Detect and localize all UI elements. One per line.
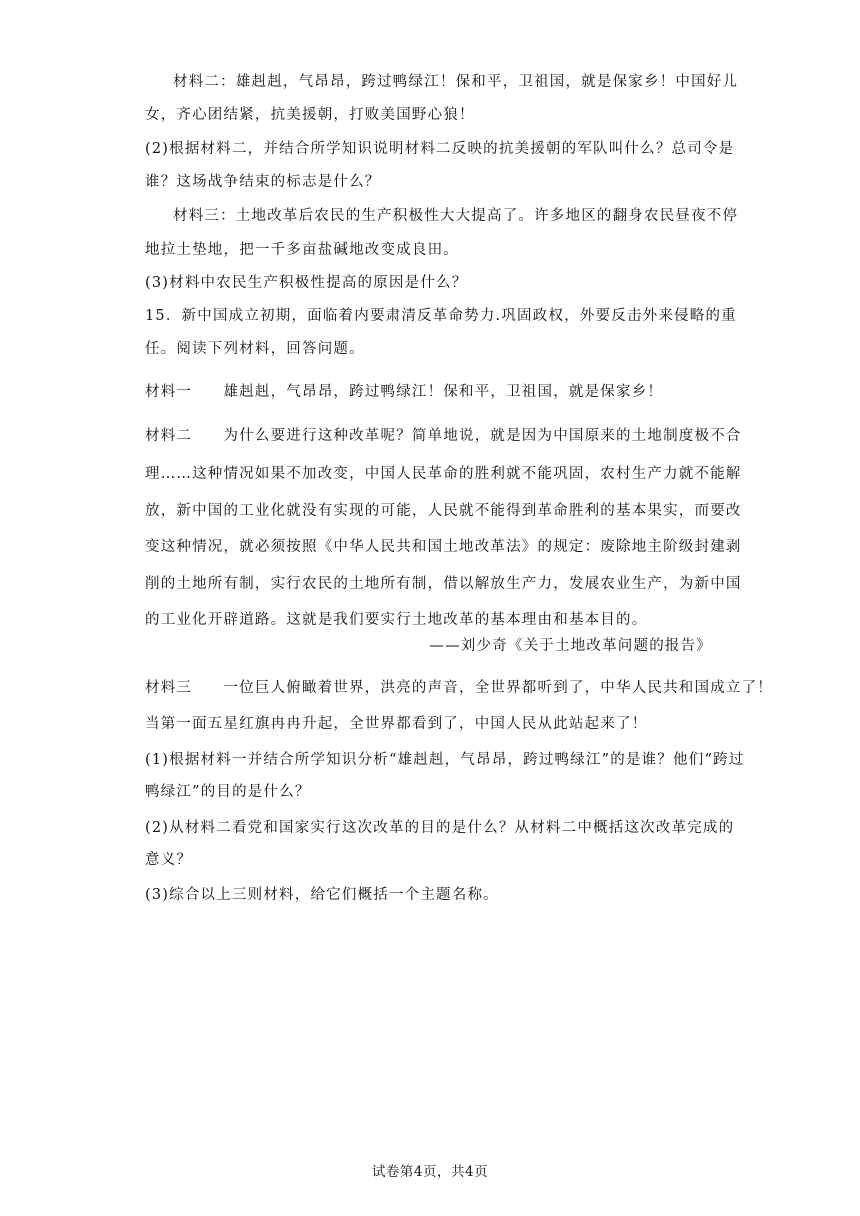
q15-material-1: 材料一 雄赳赳，气昂昂，跨过鸭绿江！保和平，卫祖国，就是保家乡！: [145, 384, 664, 400]
q15-material-2-source: ——刘少奇《关于土地改革问题的报告》: [429, 638, 712, 654]
q15-material-2-line-1: 材料二 为什么要进行这种改革呢？简单地说，就是因为中国原来的土地制度极不合: [145, 428, 742, 444]
q15-material-2-line-6: 的工业化开辟道路。这就是我们要实行土地改革的基本理由和基本目的。: [145, 612, 648, 628]
question-2-line-2: 谁？这场战争结束的标志是什么？: [145, 174, 381, 190]
question-15-stem-line-2: 任。阅读下列材料，回答问题。: [145, 341, 365, 357]
q15-material-2-line-5: 削的土地所有制，实行农民的土地所有制，借以解放生产力，发展农业生产，为新中国: [145, 576, 742, 592]
material-2-line-1: 材料二：雄赳赳，气昂昂，跨过鸭绿江！保和平，卫祖国，就是保家乡！中国好儿: [173, 74, 739, 90]
question-3: (3)材料中农民生产积极性提高的原因是什么？: [145, 275, 468, 291]
question-15-stem-line-1: 15．新中国成立初期，面临着内要肃清反革命势力.巩固政权，外要反击外来侵略的重: [145, 308, 737, 324]
material-3-line-2: 地拉土垫地，把一千多亩盐碱地改变成良田。: [145, 242, 459, 258]
question-2-line-1: (2)根据材料二，并结合所学知识说明材料二反映的抗美援朝的军队叫什么？总司令是: [145, 141, 735, 157]
material-2-line-2: 女，齐心团结紧，抗美援朝，打败美国野心狼！: [145, 107, 475, 123]
q15-material-2-line-4: 变这种情况，就必须按照《中华人民共和国土地改革法》的规定：废除地主阶级封建剥: [145, 539, 742, 555]
q15-question-2-line-2: 意义？: [145, 852, 193, 868]
q15-material-3-line-2: 当第一面五星红旗冉冉升起，全世界都看到了，中国人民从此站起来了！: [145, 716, 648, 732]
q15-question-1-line-1: (1)根据材料一并结合所学知识分析“雄赳赳，气昂昂，跨过鸭绿江”的是谁？他们“跨过: [145, 752, 745, 768]
q15-material-2-line-3: 放，新中国的工业化就没有实现的可能，人民就不能得到革命胜利的基本果实，而要改: [145, 503, 742, 519]
q15-material-3-line-1: 材料三 一位巨人俯瞰着世界，洪亮的声音，全世界都听到了，中华人民共和国成立了！: [145, 680, 773, 696]
q15-question-3: (3)综合以上三则材料，给它们概括一个主题名称。: [145, 887, 499, 903]
material-3-line-1: 材料三：土地改革后农民的生产积极性大大提高了。许多地区的翻身农民昼夜不停: [173, 208, 739, 224]
q15-question-1-line-2: 鸭绿江”的目的是什么？: [145, 784, 311, 800]
q15-question-2-line-1: (2)从材料二看党和国家实行这次改革的目的是什么？从材料二中概括这次改革完成的: [145, 820, 735, 836]
q15-material-2-line-2: 理……这种情况如果不加改变，中国人民革命的胜利就不能巩固，农村生产力就不能解: [145, 466, 742, 482]
page-footer: 试卷第4页，共4页: [371, 1164, 489, 1180]
